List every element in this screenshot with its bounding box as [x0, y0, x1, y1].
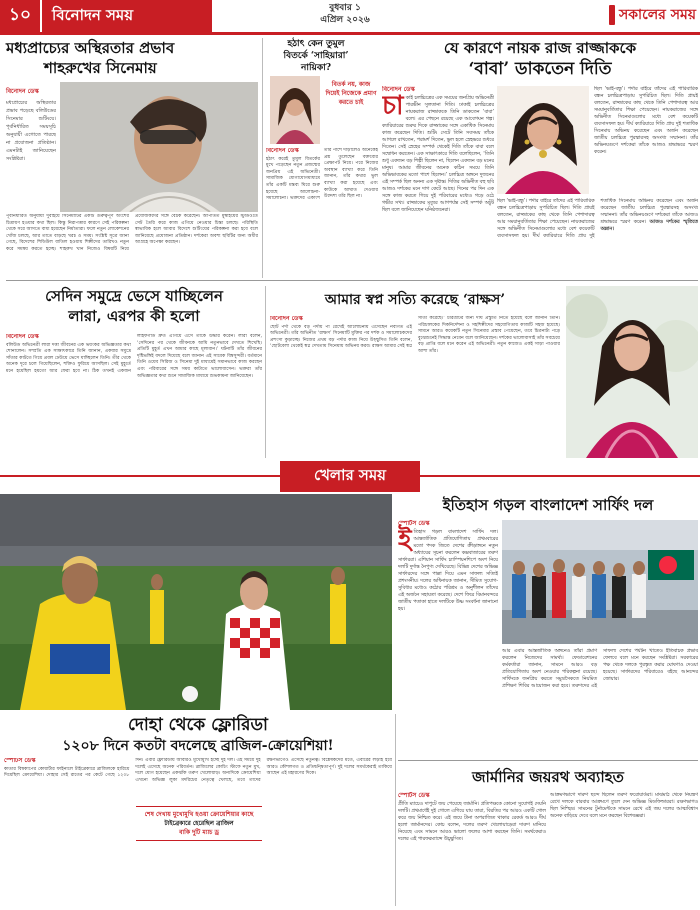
rakkhosh-photo	[566, 286, 698, 458]
germany-body-right: আক্রমণভাগে দারুণ ছন্দে ছিলেন তরুণ ফরোয়ার্ডরা। মাঝমাঠ থেকে নিয়ন্ত্রণ রেখে দলকে বারবার আক্রমণে তুলে দেন অভিজ্ঞ মিডফিল্ডাররা। রক্ষণভাগও ছিল নিশ্ছিদ্র। সামনের টুর্নামেন্টকে সামনে রেখে এই জয় দলের আত্মবিশ্বাস অনেক বাড়িয়ে দেবে বলে মনে করছেন বিশেষজ্ঞরা।	[550, 793, 698, 819]
doha-headline-line2: ১২০৮ দিনে কতটা বদলেছে ব্রাজিল-ক্রোয়েশিয়া!	[62, 738, 334, 754]
column-divider-2	[265, 286, 266, 458]
doha-pull-quote	[136, 806, 262, 841]
germany-byline: স্পোর্টস ডেস্ক	[398, 792, 430, 799]
surfing-byline: স্পোর্টস ডেস্ক	[398, 520, 430, 527]
dithi-body-text: কাই চলচ্চিত্রের এক সময়ের জনপ্রিয় অভিনেত্রী পারভীন সুলতানা দিতি। ঢাকাই চলচ্চিত্রের নায়করাজ রাজ্জাককে তিনি ডাকতেন ‘বাবা’ বলে। এর পেছনে রয়েছে এক আবেগঘন গল্প। ক্যারিয়ারের শুরুর দিকে রাজ্জাকের সঙ্গে একাধিক সিনেমায় কাজ করেছেন দিতি। শুটিং সেটে তিনি সবসময় তাঁকে আগলে রাখতেন, পরামর্শ দিতেন, ভুল হলে স্নেহভরে শুধরে দিতেন। সেই স্নেহের সম্পর্ক থেকেই দিতি তাঁকে বাবা বলে সম্বোধন করতেন। এক সাক্ষাৎকারে দিতি বলেছিলেন, ‘তিনি শুধু একজন বড় শিল্পী ছিলেন না, ছিলেন একজন বড় মনের মানুষ। আমার জীবনের অনেক কঠিন সময়ে তিনি অভিভাবকের মতো পাশে ছিলেন।’ চলচ্চিত্র অঙ্গনে দুজনের এই সম্পর্ক ছিল অনন্য এক দৃষ্টান্ত। দিতির অভিনীত বহু ছবি আজও দর্শকের মনে দাগ কেটে আছে। দিনের পর দিন এক সঙ্গে কাজ করতে গিয়ে দুই পরিবারের মধ্যেও গড়ে ওঠে গভীর সখ্য। রাজ্জাকের মৃত্যুর আগপর্যন্ত সেই সম্পর্ক অটুট ছিল বলে জানিয়েছেন ঘনিষ্ঠজনেরা।	[382, 96, 494, 213]
issue-date	[270, 2, 420, 26]
section-divider-2	[398, 760, 698, 761]
surfing-body	[398, 520, 498, 756]
sahira-body	[266, 148, 378, 276]
dithi-body-right: ছিল ‘ভাই-বন্ধু’। পর্দার বাইরে তাঁদের এই পারিবারিক বন্ধন চলচ্চিত্রপাড়ায় সুপরিচিত ছিল। দিতি প্রায়ই বলতেন, রাজ্জাকের কাছ থেকে তিনি পেশাদারত্ব আর সময়ানুবর্তিতার শিক্ষা পেয়েছেন। নায়করাজের সঙ্গে অভিনীত সিনেমাগুলোর মধ্যে বেশ কয়েকটি ব্যবসাসফল হয়। দীর্ঘ ক্যারিয়ারে দিতি প্রায় দুই শতাধিক সিনেমায় অভিনয় করেছেন এবং অর্জন করেছেন জাতীয় চলচ্চিত্র পুরস্কারসহ অসংখ্য সম্মাননা। তাঁর অভিনয়গুণে দর্শকেরা তাঁকে আজও শ্রদ্ধাভরে স্মরণ করেন।	[594, 87, 698, 155]
doha-pull-quote-line2: টাইব্রেকারে হেরেছিল ব্রাজিল	[164, 820, 234, 827]
column-divider	[262, 38, 263, 278]
dithi-dropcap: চা	[382, 91, 404, 121]
dithi-closing: আজও দর্শকের স্মৃতিতে অম্লান।	[600, 220, 698, 232]
rakkhosh-body-text: ছোট পর্দা থেকে বড় পর্দায় পা রেখেই আলোচনায় এসেছেন নবাগত এই অভিনেত্রী। তাঁর অভিনীত ‘রাক্ষস’ সিনেমাটি মুক্তির পর দর্শক ও সমালোচকদের প্রশংসা কুড়াচ্ছে। নিজের প্রথম বড় পর্দার কাজ নিয়ে উচ্ছ্বসিত তিনি বলেন, ‘ছোটবেলা থেকেই স্বপ্ন দেখতাম সিনেমায় অভিনয় করব। রাক্ষস আমার সেই স্বপ্ন সত্যি করেছে।’ চরিত্রটির জন্য দীর্ঘ প্রস্তুতি নিতে হয়েছে বলে জানান তিনি। পরিচালকের দিকনির্দেশনা ও সহশিল্পীদের সহযোগিতায় কাজটি সহজ হয়েছে। সামনে আরও কয়েকটি নতুন সিনেমার প্রস্তাব পেয়েছেন, তবে চিত্রনাট্য পড়ে বুঝেশুনেই সিদ্ধান্ত নেবেন বলে জানিয়েছেন। দর্শকের ভালোবাসাই তাঁর সবচেয়ে বড় প্রাপ্তি বলে মনে করেন এই অভিনেত্রী। নতুন কাজেও একই সাড়া পাওয়ার আশা তাঁর।	[270, 316, 560, 354]
section-title: বিনোদন সময়	[42, 0, 212, 32]
shahrukh-byline: বিনোদন ডেস্ক	[6, 88, 39, 95]
shahrukh-body: পূর্বনির্ধারিত অনুযায়ী দুবাইয়ে সিনেমাটির একটি গুরুত্বপূর্ণ অংশের চিত্রায়ণ হওয়ার কথা ছিল। কিন্তু নিরাপত্তার কারণে সেই পরিকল্পনা থেকে সরে আসতে বাধ্য হয়েছেন নির্মাতারা। ফলে নতুন লোকেশনের খোঁজ চলছে, আর তাতে বাড়ছে খরচ ও সময়। সংশ্লিষ্ট সূত্রে জানা গেছে, বিদেশের শিডিউল বাতিল হওয়ায় শিল্পীদের তারিখও নতুন করে সমন্বয় করতে হচ্ছে। শাহরুখ খান নিজেও বিষয়টি নিয়ে প্রযোজকদের সঙ্গে বৈঠক করেছেন। আপাতত মুম্বাইয়ের স্টুডিওতে সেট তৈরি করে কাজ এগিয়ে নেওয়ার চিন্তা চলছে। পরিস্থিতি স্বাভাবিক হলে আবার বিদেশে শুটিংয়ের পরিকল্পনা করা হবে বলে জানিয়েছে প্রযোজনা প্রতিষ্ঠান। দর্শকেরা অবশ্য ছবিটির জন্য অধীর আগ্রহে অপেক্ষা করছেন।	[6, 214, 258, 252]
brand-name: সকালের সময়	[618, 7, 696, 23]
brand-logo[interactable]	[548, 3, 696, 27]
shahrukh-photo	[60, 82, 258, 212]
dithi-headline[interactable]	[382, 38, 698, 80]
lara-headline-line2: লারা, এরপর কী হলো	[68, 307, 200, 325]
shahrukh-left-column	[6, 86, 56, 212]
sahira-headline-line1: হঠাৎ কেন তুমুল	[287, 39, 345, 49]
dithi-headline-line1: যে কারণে নায়ক রাজ রাজ্জাককে	[443, 39, 637, 57]
header-rule	[0, 32, 700, 35]
logo-mark-icon	[609, 5, 615, 25]
shahrukh-headline-line1: মধ্যপ্রাচ্যের অস্থিরতার প্রভাব	[6, 39, 175, 57]
column-divider-3	[395, 714, 396, 906]
doha-headline[interactable]	[4, 714, 392, 756]
doha-byline: স্পোর্টস ডেস্ক	[4, 758, 36, 764]
dithi-body	[382, 86, 494, 276]
rakkhosh-body	[270, 316, 560, 458]
issue-date-text: এপ্রিল ২০২৬	[320, 15, 370, 25]
shahrukh-headline-line2: শাহরুখের সিনেমায়	[44, 59, 157, 77]
germany-headline[interactable]: জার্মানির জয়রথ অব্যাহত	[472, 768, 624, 786]
dithi-body-bottom	[497, 198, 698, 276]
surfing-dropcap: ই	[398, 525, 412, 555]
dithi-byline: বিনোদন ডেস্ক	[382, 86, 415, 93]
germany-body-text: প্রীতি ম্যাচেও দাপুটে জয় পেয়েছে জার্মানি। প্রতিপক্ষকে কোনো সুযোগই দেয়নি দলটি। প্রথমার্ধেই দুই গোলে এগিয়ে যায় তারা, বিরতির পর আরও একটি গোল করে জয় নিশ্চিত করে। এই জয়ে টানা অপরাজিত থাকার রেকর্ড আরও দীর্ঘ হলো জার্মানদের। কোচ বলেন, দলের তরুণ খেলোয়াড়েরা দারুণ মানিয়ে নিয়েছে এবং সামনে আরও ভালো ফলের আশা করছেন তিনি। সমর্থকেরাও দলের এই পারফরম্যান্সে উচ্ছ্বসিত।	[398, 802, 546, 842]
issue-day: বুধবার ১	[329, 3, 361, 13]
lara-byline: বিনোদন ডেস্ক	[6, 334, 39, 340]
sahira-headline[interactable]	[266, 38, 366, 74]
page-number: ১০	[0, 0, 40, 32]
sports-banner	[0, 462, 700, 490]
doha-headline-line1: দোহা থেকে ফ্লোরিডা	[128, 715, 268, 735]
dithi-photo	[497, 86, 589, 194]
sports-banner-label: খেলার সময়	[280, 461, 420, 492]
sahira-photo	[270, 76, 320, 144]
germany-body	[398, 792, 546, 906]
sahira-headline-line2: বিতর্কে ‘সাহিয়ারা’	[283, 51, 349, 61]
doha-pull-quote-line3: বাকি দুটি ম্যাচ ড্র	[179, 829, 219, 836]
doha-pull-quote-line1: শেষ দেখায় মুখোমুখি হওয়া ক্রোয়েশিয়ার কাছে	[144, 811, 254, 818]
surfing-body-text: তিহাস গড়ল বাংলাদেশ সার্ফিং দল। আন্তর্জাতিক প্রতিযোগিতায় প্রথমবারের মতো পদক জিতে দেশের ক্রীড়াঙ্গনে নতুন অধ্যায়ের সূচনা করলেন কক্সবাজারের তরুণ সার্ফাররা। এশিয়ান সার্ফিং চ্যাম্পিয়নশিপে অংশ নিয়ে দলটি দুর্দান্ত নৈপুণ্য দেখিয়েছে। বিভিন্ন দেশের অভিজ্ঞ সার্ফারদের সঙ্গে পাল্লা দিয়ে এমন সাফল্য সত্যিই প্রশংসনীয়। দলের অধিনায়ক জানান, সীমিত সুযোগ-সুবিধার মধ্যেও কঠোর পরিশ্রম ও অনুশীলন তাঁদের এই অর্জনে সহায়তা করেছে। দেশে ফিরে বিমানবন্দরে জাতীয় পতাকা হাতে দলটিকে উষ্ণ সংবর্ধনা জানানো হয়।	[398, 530, 498, 612]
rakkhosh-headline[interactable]: আমার স্বপ্ন সত্যি করেছে ‘রাক্ষস’	[324, 292, 506, 308]
rakkhosh-byline: বিনোদন ডেস্ক	[270, 316, 303, 322]
sahira-headline-line3: নায়িকা?	[300, 63, 332, 73]
lara-headline[interactable]	[6, 286, 262, 326]
surfing-photo	[502, 520, 698, 644]
lara-headline-line1: সেদিন সমুদ্রে ভেসে যাচ্ছিলেন	[45, 287, 223, 305]
dithi-headline-line2: ‘বাবা’ ডাকতেন দিতি	[468, 59, 612, 79]
sahira-byline: বিনোদন ডেস্ক	[266, 148, 299, 154]
surfing-body-right: আর এবার আন্তর্জাতিক অঙ্গনেও তাঁরা প্রমাণ করলেন নিজেদের সামর্থ্য। ফেডারেশনের কর্মকর্তারা জানান, সামনে আরও বড় প্রতিযোগিতায় অংশ নেওয়ার পরিকল্পনা রয়েছে। সার্ফিংকে জনপ্রিয় করতে সমুদ্রসৈকতে নিয়মিত প্রশিক্ষণ শিবির আয়োজন করা হবে। তরুণদের এই সাফল্য দেশের পর্যটন খাতেও ইতিবাচক প্রভাব ফেলবে বলে মনে করছেন সংশ্লিষ্টরা। সরকারের পক্ষ থেকে দলকে পুরস্কৃত করার ঘোষণাও দেওয়া হয়েছে। সার্ফারদের পরিবারেও বইছে আনন্দের জোয়ার।	[502, 649, 698, 689]
football-photo	[0, 494, 392, 710]
shahrukh-headline[interactable]	[6, 38, 261, 78]
sahira-body-text: হঠাৎ করেই তুমুল বিতর্কের মুখে পড়েছেন নতুন প্রজন্মের জনপ্রিয় এই অভিনেত্রী। সামাজিক যোগাযোগমাধ্যমে তাঁর একটি মন্তব্য ঘিরে শুরু হয়েছে আলোচনা-সমালোচনা। ভক্তদের একাংশ তাঁর পাশে দাঁড়ালেও অনেকেই প্রশ্ন তুলেছেন বক্তব্যের প্রেক্ষাপট নিয়ে। পরে নিজের অবস্থান ব্যাখ্যা করে তিনি জানান, তাঁর কথার ভুল ব্যাখ্যা করা হয়েছে এবং কাউকে আঘাত দেওয়ার উদ্দেশ্য তাঁর ছিল না।	[266, 148, 378, 202]
section-divider-1	[6, 280, 698, 281]
sahira-pull-quote: বিতর্ক নয়, কাজ দিয়েই নিজেকে প্রমাণ করতে চাই	[325, 81, 377, 106]
doha-body-text: কাতার বিশ্বকাপের কোয়ার্টার ফাইনালে টাইব্রেকারে ব্রাজিলকে হারিয়ে দিয়েছিল ক্রোয়েশিয়া। দোহার সেই রাতের পর কেটে গেছে ১২০৮ দিন। এবার ফ্লোরিডায় আবারও মুখোমুখি হচ্ছে দুই দল। এই সময়ে দুই দলেই এসেছে অনেক পরিবর্তন। ব্রাজিলের কোচিং স্টাফে নতুন মুখ, দলে যোগ হয়েছেন একঝাঁক তরুণ খেলোয়াড়। অন্যদিকে ক্রোয়েশিয়া এখনো অভিজ্ঞ লুকা মদরিচের নেতৃত্বে খেলছে, তবে তাদের রক্ষণভাগেও এসেছে নতুনত্ব। বিশ্লেষকদের মতে, এবারের লড়াই হবে আরও কৌশলগত ও প্রতিদ্বন্দ্বিতাপূর্ণ। দুই দলের সমর্থকেরাই তাকিয়ে আছেন এই মহারণের দিকে।	[4, 758, 392, 783]
dithi-body-bottom-text: ছিল ‘ভাই-বন্ধু’। পর্দার বাইরে তাঁদের এই পারিবারিক বন্ধন চলচ্চিত্রপাড়ায় সুপরিচিত ছিল। দিতি প্রায়ই বলতেন, রাজ্জাকের কাছ থেকে তিনি পেশাদারত্ব আর সময়ানুবর্তিতার শিক্ষা পেয়েছেন। নায়করাজের সঙ্গে অভিনীত সিনেমাগুলোর মধ্যে বেশ কয়েকটি ব্যবসাসফল হয়। দীর্ঘ ক্যারিয়ারে দিতি প্রায় দুই শতাধিক সিনেমায় অভিনয় করেছেন এবং অর্জন করেছেন জাতীয় চলচ্চিত্র পুরস্কারসহ অসংখ্য সম্মাননা। তাঁর অভিনয়গুণে দর্শকেরা তাঁকে আজও শ্রদ্ধাভরে স্মরণ করেন।	[497, 199, 698, 239]
surfing-headline[interactable]: ইতিহাস গড়ল বাংলাদেশ সার্ফিং দল	[442, 496, 654, 514]
lara-body	[6, 334, 262, 458]
lara-body-text: বলিউড অভিনেত্রী লারা দত্তা জীবনের এক ভয়ংকর অভিজ্ঞতার কথা শোনালেন। সম্প্রতি এক সাক্ষাৎকারে তিনি জানান, একবার সমুদ্রে সাঁতার কাটতে গিয়ে প্রবল ঢেউয়ে ভেসে যাচ্ছিলেন তিনি। তীর থেকে অনেক দূরে চলে গিয়েছিলেন, শক্তিও ফুরিয়ে আসছিল। সেই মুহূর্তে মনে হয়েছিল হয়তো আর ফেরা হবে না। ঠিক তখনই একজন লাইফগার্ড দ্রুত এগিয়ে এসে তাঁকে উদ্ধার করেন। লারা বলেন, ‘সেদিনের পর থেকে জীবনকে আমি নতুনভাবে দেখতে শিখেছি। প্রতিটি মুহূর্ত এখন আমার কাছে মূল্যবান।’ ঘটনাটি তাঁর জীবনের দৃষ্টিভঙ্গিই বদলে দিয়েছে বলে জানান এই সাবেক বিশ্বসুন্দরী। বর্তমানে তিনি ওয়েব সিরিজ ও সিনেমা দুই মাধ্যমেই সমানভাবে কাজ করছেন এবং পরিবারের সঙ্গে সময় কাটাতে ভালোবাসেন। ভক্তরা তাঁর অভিজ্ঞতার কথা শুনে সামাজিক মাধ্যমে শুভকামনা জানিয়েছেন।	[6, 334, 262, 379]
shahrukh-left-text: মধ্যপ্রাচ্যের অস্থিরতার প্রভাব পড়েছে বলিউডের সিনেমার শুটিংয়ে। পূর্বনির্ধারিত সময়সূচি অনুযায়ী এগোতে পারছে না প্রযোজনা প্রতিষ্ঠান। এমনটাই জানিয়েছেন সংশ্লিষ্টরা।	[6, 100, 56, 162]
